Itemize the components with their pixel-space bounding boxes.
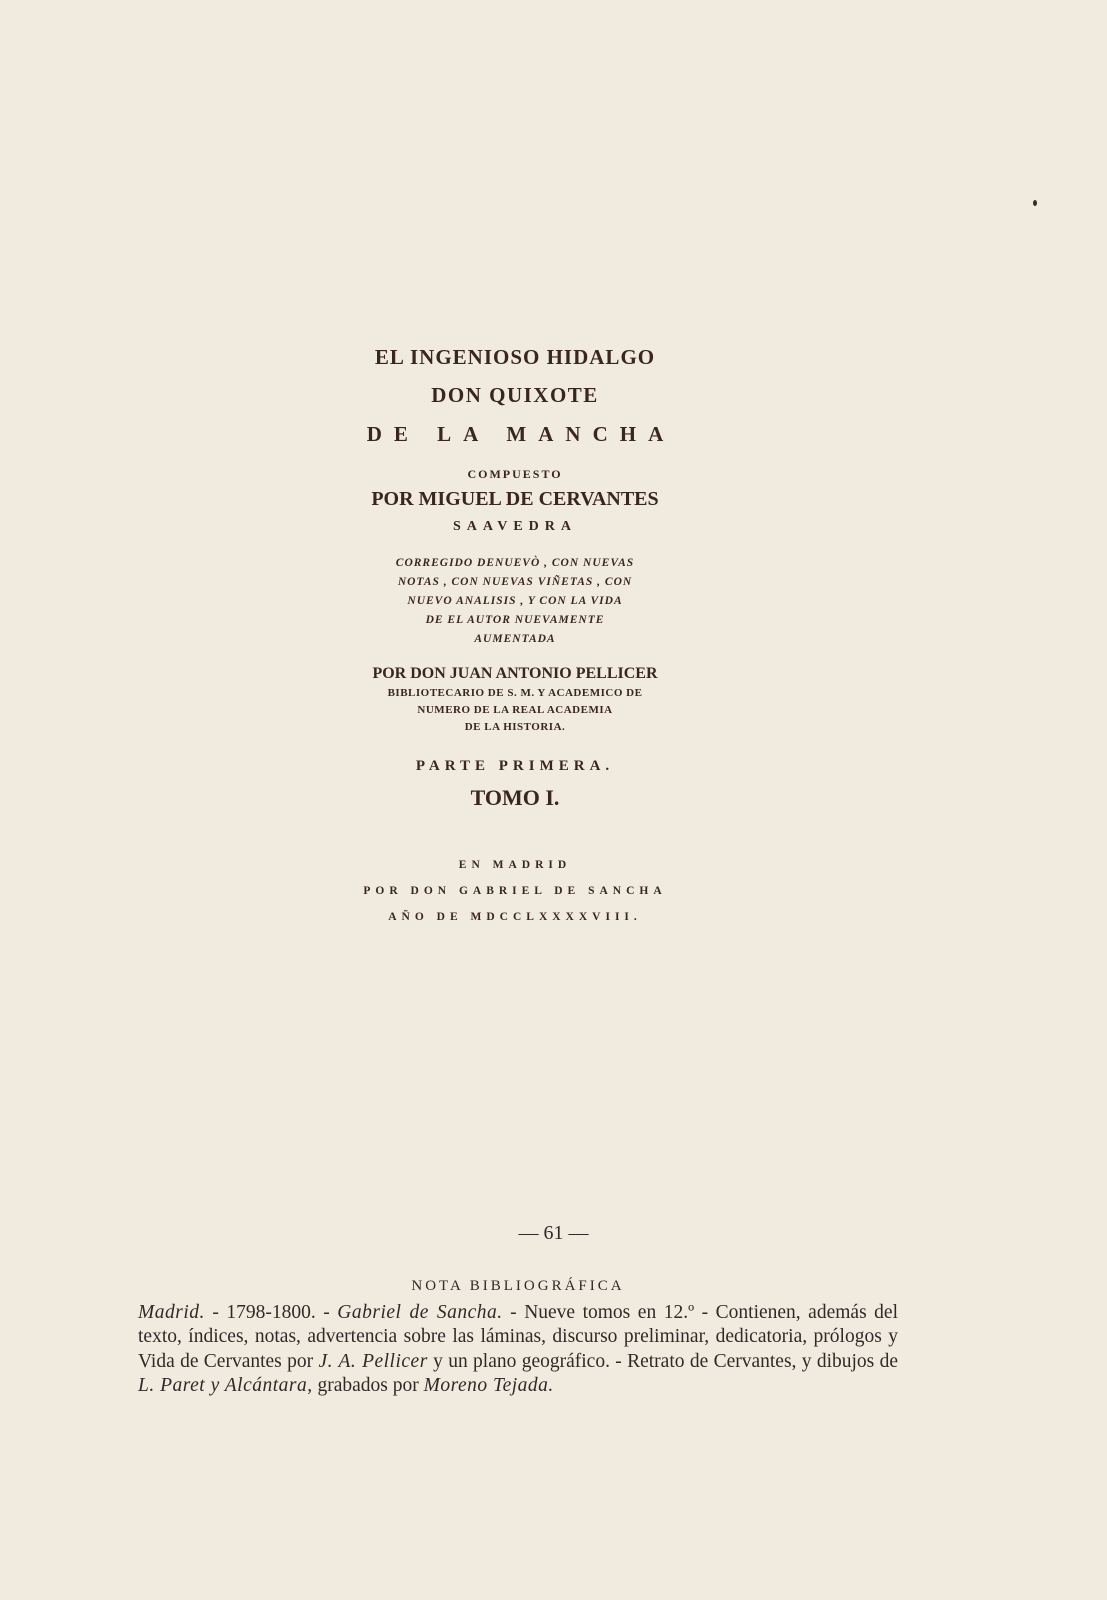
editor-role-line: DE LA HISTORIA.: [464, 721, 566, 733]
correction-note: [345, 554, 685, 649]
author-surname: SAAVEDRA: [453, 519, 577, 534]
imprint-line: EN MADRID: [458, 859, 572, 871]
imprint-line: POR DON GABRIEL DE SANCHA: [363, 885, 667, 897]
note-artist: L. Paret y Alcántara,: [138, 1375, 313, 1396]
note-text: grabados por: [312, 1375, 424, 1396]
imprint-block: [345, 852, 685, 930]
title-line-2: DON QUIXOTE: [431, 383, 599, 407]
facsimile-title-page: [345, 338, 685, 930]
tomo-label: TOMO I.: [470, 785, 560, 810]
parte-label: PARTE PRIMERA.: [415, 758, 615, 774]
title-line-1: EL INGENIOSO HIDALGO: [374, 345, 656, 369]
note-place: Madrid.: [138, 1301, 205, 1323]
note-title: NOTA BIBLIOGRÁFICA: [411, 1278, 625, 1294]
editor-name: POR DON JUAN ANTONIO PELLICER: [372, 665, 658, 682]
note-engraver: Moreno Tejada.: [423, 1375, 554, 1396]
editor-role-line: BIBLIOTECARIO DE S. M. Y ACADEMICO DE: [387, 687, 643, 699]
note-years: - 1798-1800. -: [204, 1301, 338, 1323]
imprint-line: AÑO DE MDCCLXXXXVIII.: [388, 911, 642, 923]
editor-role-line: NUMERO DE LA REAL ACADEMIA: [417, 704, 613, 716]
correction-line: NOTAS , CON NUEVAS VIÑETAS , CON: [397, 576, 633, 588]
title-line-3: DE LA MANCHA: [366, 422, 676, 446]
author-line: POR MIGUEL DE CERVANTES: [371, 488, 659, 510]
compuesto-label: COMPUESTO: [467, 467, 563, 481]
correction-line: AUMENTADA: [474, 633, 556, 645]
page-number: — 61 —: [518, 1222, 589, 1244]
ink-speck: [1033, 200, 1037, 206]
note-body: [138, 1301, 898, 1399]
note-printer: Gabriel de Sancha.: [337, 1301, 503, 1323]
correction-line: DE EL AUTOR NUEVAMENTE: [425, 614, 605, 626]
note-text: - Nueve tomos en 12.º - Contienen, además del texto, índices, notas, advertencia sobre las láminas, discurso preliminar, dedicatoria, prólogos y Vida de Cervantes por: [138, 1301, 898, 1372]
bibliographic-note: [138, 1274, 898, 1399]
note-editor: J. A. Pellicer: [318, 1350, 428, 1372]
editor-block: [345, 663, 685, 736]
correction-line: NUEVO ANALISIS , Y CON LA VIDA: [407, 595, 623, 607]
note-text: y un plano geográfico. - Retrato de Cervantes, y dibujos de: [427, 1350, 898, 1372]
correction-line: CORREGIDO DENUEVÒ , CON NUEVAS: [395, 557, 635, 569]
